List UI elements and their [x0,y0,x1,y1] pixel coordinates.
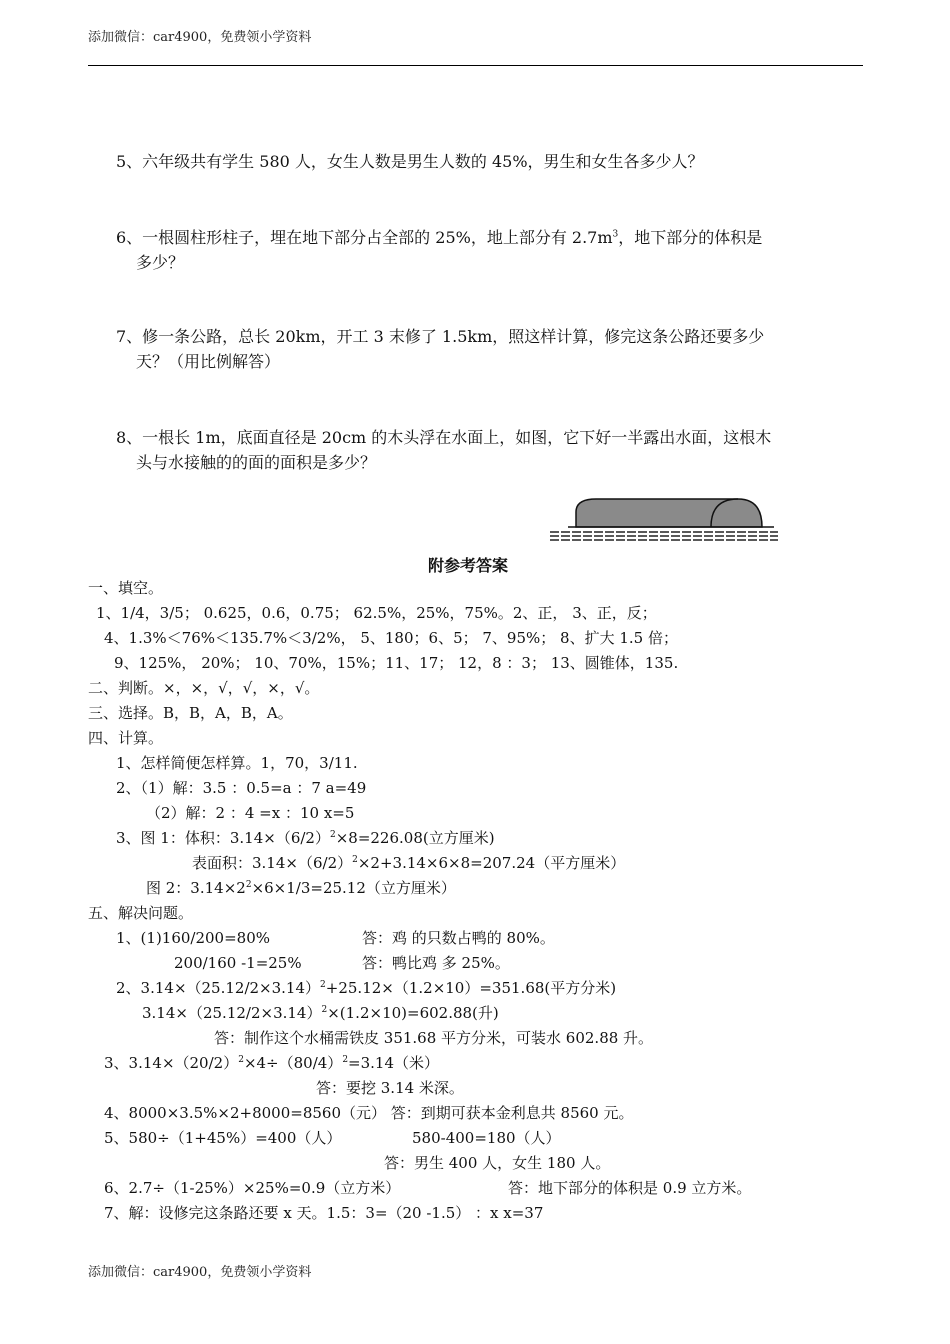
s5-2a-text2: +25.12×（1.2×10）=351.68(平方分米) [325,979,617,997]
section-5-heading: 五、解决问题。 [88,904,194,922]
section-4-item3c [146,878,456,898]
s5-2a-text1: 2、3.14×（25.12/2×3.14） [116,979,321,997]
s5-2a-sup: 2 [320,980,326,990]
section-5-item5a-2: 580-400=180（人） [412,1129,561,1147]
s5-2b-sup: 2 [321,1005,328,1015]
s5-2b-text2: ×(1.2×10)=602.88(升) [327,1004,499,1022]
s5-3a-sup2: 2 [342,1055,349,1065]
log-body [576,499,762,527]
problem-6 [116,226,762,250]
section-5-item5a: 5、580÷（1+45%）=400（人） [104,1129,342,1147]
problem-6-superscript: 3 [612,229,619,240]
s5-3a-sup: 2 [238,1055,244,1065]
section-5-item5b: 答：男生 400 人，女生 180 人。 [384,1154,611,1172]
s4-3a-sup: 2 [329,830,336,840]
section-5-item2a [116,978,616,998]
section-3: 三、选择。B，B，A，B，A。 [88,704,293,722]
section-5-item6: 6、2.7÷（1-25%）×25%=0.9（立方米） [104,1179,401,1197]
problem-6-line2: 多少？ [136,253,185,272]
section-5-item2b [142,1003,499,1023]
problem-7: 7、修一条公路，总长 20km，开工 3 末修了 1.5km，照这样计算，修完这条公路还要多少 [116,327,765,346]
s5-3a-text1: 3、3.14×（20/2） [104,1054,239,1072]
floating-log-figure [548,492,782,542]
section-2: 二、判断。×，×，√，√，×，√。 [88,679,320,697]
s4-3c-text2: ×6×1/3=25.12（立方厘米） [251,879,456,897]
section-1-line3: 9、125%， 20%； 10、70%，15%；11、17； 12，8 ：3； 13、圆锥体，135. [114,654,679,672]
section-5-item1a-answer: 答：鸡 的只数占鸭的 80%。 [362,929,555,947]
page-header: 添加微信：car4900，免费领小学资料 [88,30,312,45]
section-5-item1b: 200/160 -1=25% [174,954,302,972]
s5-3a-text2: ×4÷（80/4） [243,1054,343,1072]
section-5-item1b-answer: 答：鸭比鸡 多 25%。 [362,954,510,972]
page-footer: 添加微信：car4900，免费领小学资料 [88,1265,312,1280]
s5-2b-text1: 3.14×（25.12/2×3.14） [142,1004,322,1022]
section-4-item3b [192,853,625,873]
s4-3b-text1: 表面积：3.14×（6/2） [192,854,353,872]
problem-8-line2: 头与水接触的的面的面积是多少？ [136,453,377,472]
header-rule [88,65,863,66]
s4-3a-text1: 3、图 1：体积：3.14×（6/2） [116,829,330,847]
s4-3b-text2: ×2+3.14×6×8=207.24（平方厘米） [357,854,626,872]
section-4-item2b: （2）解：2 ：4 =x ：10 x=5 [146,804,355,822]
problem-5: 5、六年级共有学生 580 人，女生人数是男生人数的 45%，男生和女生各多少人？ [116,152,704,171]
s4-3b-sup: 2 [352,855,358,865]
section-4-item2a: 2、（1）解：3.5 ：0.5=a ：7 a=49 [116,779,367,797]
s4-3c-sup: 2 [245,880,252,890]
section-5-item1a: 1、(1)160/200=80% [116,929,271,947]
section-5-item3b: 答：要挖 3.14 米深。 [316,1079,464,1097]
section-4-item3a [116,828,495,848]
s4-3a-text2: ×8=226.08(立方厘米) [335,829,495,847]
s4-3c-text1: 图 2：3.14×2 [146,879,246,897]
s5-3a-text3: =3.14（米） [348,1054,440,1072]
problem-6-text-b: ，地下部分的体积是 [618,228,763,247]
section-4-heading: 四、计算。 [88,729,164,747]
section-5-item6-answer: 答：地下部分的体积是 0.9 立方米。 [508,1179,752,1197]
problem-7-line2: 天？（用比例解答） [136,352,281,371]
section-1-line1: 1、1/4，3/5； 0.625，0.6，0.75； 62.5%，25%，75%。2、正， 3、正，反； [96,604,657,622]
section-5-item3a [104,1053,439,1073]
problem-6-text-a: 6、一根圆柱形柱子，埋在地下部分占全部的 25%，地上部分有 2.7m [116,228,613,247]
section-4-item1: 1、怎样简便怎样算。1，70，3/11. [116,754,358,772]
problem-8: 8、一根长 1m，底面直径是 20cm 的木头浮在水面上，如图，它下好一半露出水面，这根木 [116,428,772,447]
answers-title: 附参考答案 [428,556,509,575]
section-5-item7: 7、解：设修完这条路还要 x 天。1.5：3=（20 -1.5） ：x x=37 [104,1204,544,1222]
section-5-item2c: 答：制作这个水桶需铁皮 351.68 平方分米，可装水 602.88 升。 [214,1029,654,1047]
section-5-item4: 4、8000×3.5%×2+8000=8560（元） 答：到期可获本金利息共 8560 元。 [104,1104,634,1122]
section-1-line2: 4、1.3%＜76%＜135.7%＜3/2%， 5、180；6、5； 7、95%； 8、扩大 1.5 倍； [104,629,678,647]
section-1-heading: 一、填空。 [88,579,164,597]
